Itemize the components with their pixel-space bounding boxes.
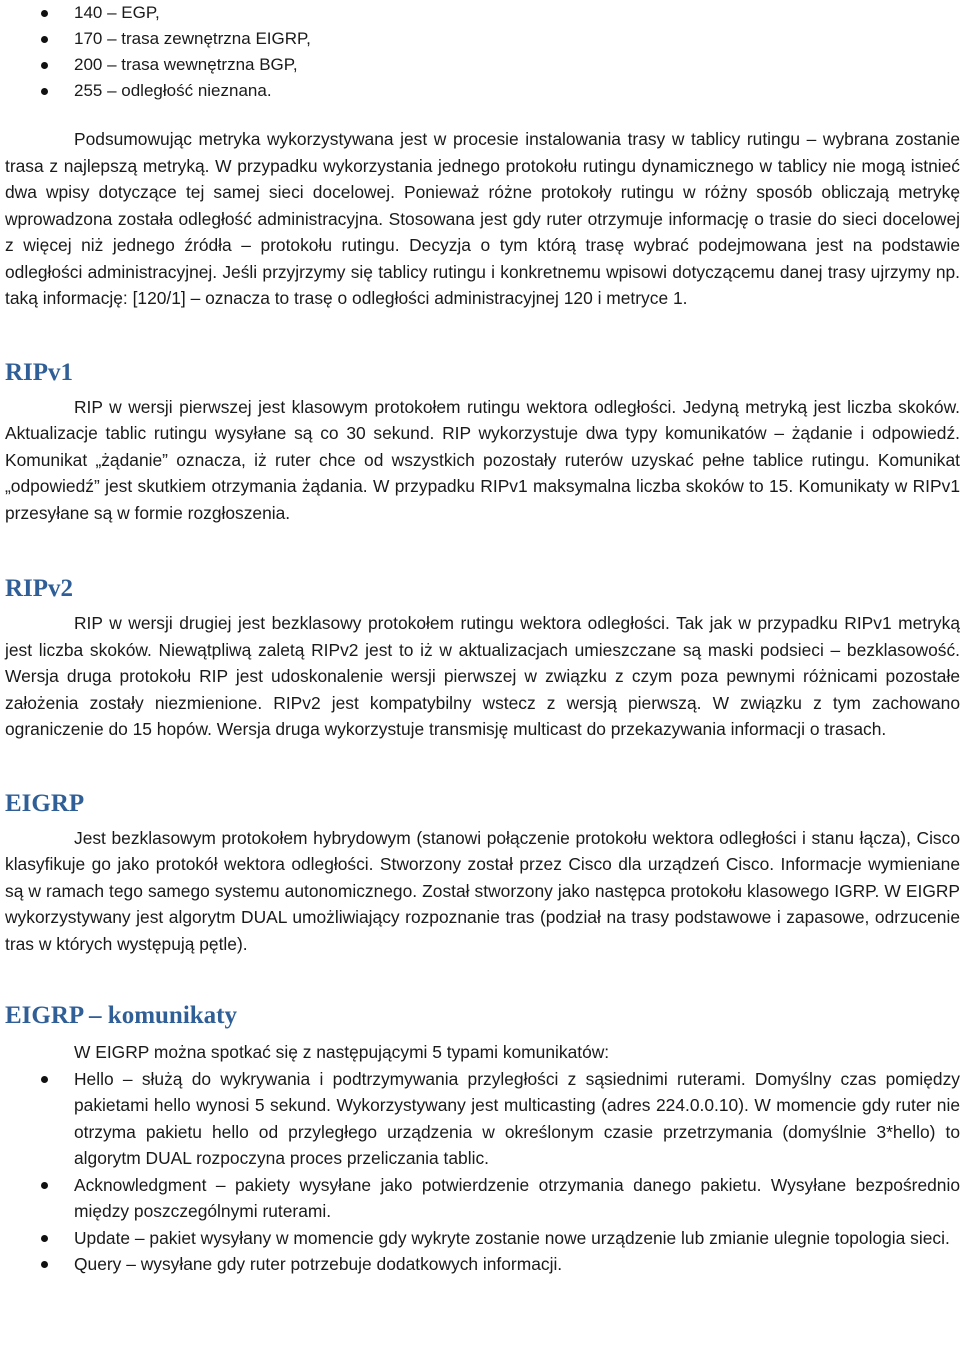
section-heading: RIPv2: [5, 575, 74, 602]
list-item: Query – wysyłane gdy ruter potrzebuje dodatkowych informacji.: [5, 1251, 960, 1278]
section-ripv2: [5, 574, 960, 743]
list-item: 255 – odległość nieznana.: [5, 78, 960, 104]
list-item: Hello – służą do wykrywania i podtrzymywania przyległości z sąsiednimi ruterami. Domyślny czas pomiędzy pakietami hello wynosi 5 sekund. Wykorzystywany jest multicasting (adres 224.0.0.10). W momencie gdy ruter nie otrzyma pakietu hello od przyległego urządzenia w określonym czasie przetrzymania (domyślnie 3*hello) to algorytm DUAL rozpoczyna proces przeliczania tablic.: [5, 1066, 960, 1172]
section-heading: EIGRP: [5, 789, 85, 817]
section-paragraph: RIP w wersji pierwszej jest klasowym protokołem rutingu wektora odległości. Jedyną metryką jest liczba skoków. Aktualizacje tablic rutingu wysyłane są co 30 sekund. RIP wykorzystuje dwa typy komunikatów – żądanie i odpowiedź. Komunikat „żądanie” oznacza, iż ruter chce od wszystkich pozostały ruterów uzyskać pełne tablice rutingu. Komunikat „odpowiedź” jest skutkiem otrzymania żądania. W przypadku RIPv1 maksymalna liczba skoków to 15. Komunikaty w RIPv1 przesyłane są w formie rozgłoszenia.: [5, 396, 960, 523]
section-heading: RIPv1: [5, 358, 74, 386]
list-item: Update – pakiet wysyłany w momencie gdy wykryte zostanie nowe urządzenie lub zmianie ulegnie topologia sieci.: [5, 1225, 960, 1252]
section-eigrp: [5, 789, 960, 958]
distance-list: [5, 0, 960, 104]
section-paragraph: Jest bezklasowym protokołem hybrydowym (stanowi połączenie protokołu wektora odległości i stanu łącza), Cisco klasyfikuje go jako protokół wektora odległości. Stworzony został przez Cisco dla urządzeń Cisco. Informacje wymieniane są w ramach tego samego systemu autonomicznego. Został stworzony jako następca protokołu klasowego IGRP. W EIGRP wykorzystywany jest algorytm DUAL umożliwiający rozpoznanie tras (podział na trasy podstawowe i zapasowe, odrzucenie tras w których występują pętle).: [5, 827, 960, 954]
list-item: 200 – trasa wewnętrzna BGP,: [5, 52, 960, 78]
list-item: Acknowledgment – pakiety wysyłane jako potwierdzenie otrzymania danego pakietu. Wysyłane bezpośrednio między poszczególnymi ruterami.: [5, 1172, 960, 1225]
intro-paragraph: Podsumowując metryka wykorzystywana jest w procesie instalowania trasy w tablicy rutingu – wybrana zostanie trasa z najlepszą metryką. W przypadku wykorzystania jednego protokołu rutingu dynamicznego w tablicy nie mogą istnieć dwa wpisy dotyczące tej samej sieci docelowej. Ponieważ różne protokoły rutingu w różny sposób obliczają metrykę wprowadzona została odległość administracyjna. Stosowana jest gdy ruter otrzymuje informację o trasie do sieci docelowej z więcej niż jednego źródła – protokołu rutingu. Decyzja o tym którą trasę wybrać podejmowana jest na podstawie odległości administracyjnej. Jeśli przyjrzymy się tablicy rutingu i konkretnemu wpisowi dotyczącemu danej trasy ujrzymy np. taką informację: [120/1] – oznacza to trasę o odległości administracyjnej 120 i metryce 1.: [5, 129, 960, 308]
list-item: 170 – trasa zewnętrzna EIGRP,: [5, 26, 960, 52]
section-eigrp-messages: [5, 1001, 960, 1278]
section-intro: W EIGRP można spotkać się z następującymi 5 typami komunikatów:: [74, 1042, 610, 1062]
section-ripv1: [5, 358, 960, 527]
section-paragraph: RIP w wersji drugiej jest bezklasowy protokołem rutingu wektora odległości. Tak jak w przypadku RIPv1 metryką jest liczba skoków. Niewątpliwą zaletą RIPv2 jest to iż w aktualizacjach umieszczane są maski podsieci – bezklasowość. Wersja druga protokołu RIP jest udoskonalenie wersji pierwszej w związku z czym poza pewnymi różnicami pozostałe założenia zostały niezmienione. RIPv2 jest kompatybilny wstecz z wersją pierwszą. W związku z tym zachowano ograniczenie do 15 hopów. Wersja druga wykorzystuje transmisję multicast do przekazywania informacji o trasach.: [5, 613, 960, 739]
section-heading: EIGRP – komunikaty: [5, 1002, 238, 1029]
list-item: 140 – EGP,: [5, 0, 960, 26]
message-types-list: [5, 1066, 960, 1278]
document-page: [5, 0, 960, 1278]
